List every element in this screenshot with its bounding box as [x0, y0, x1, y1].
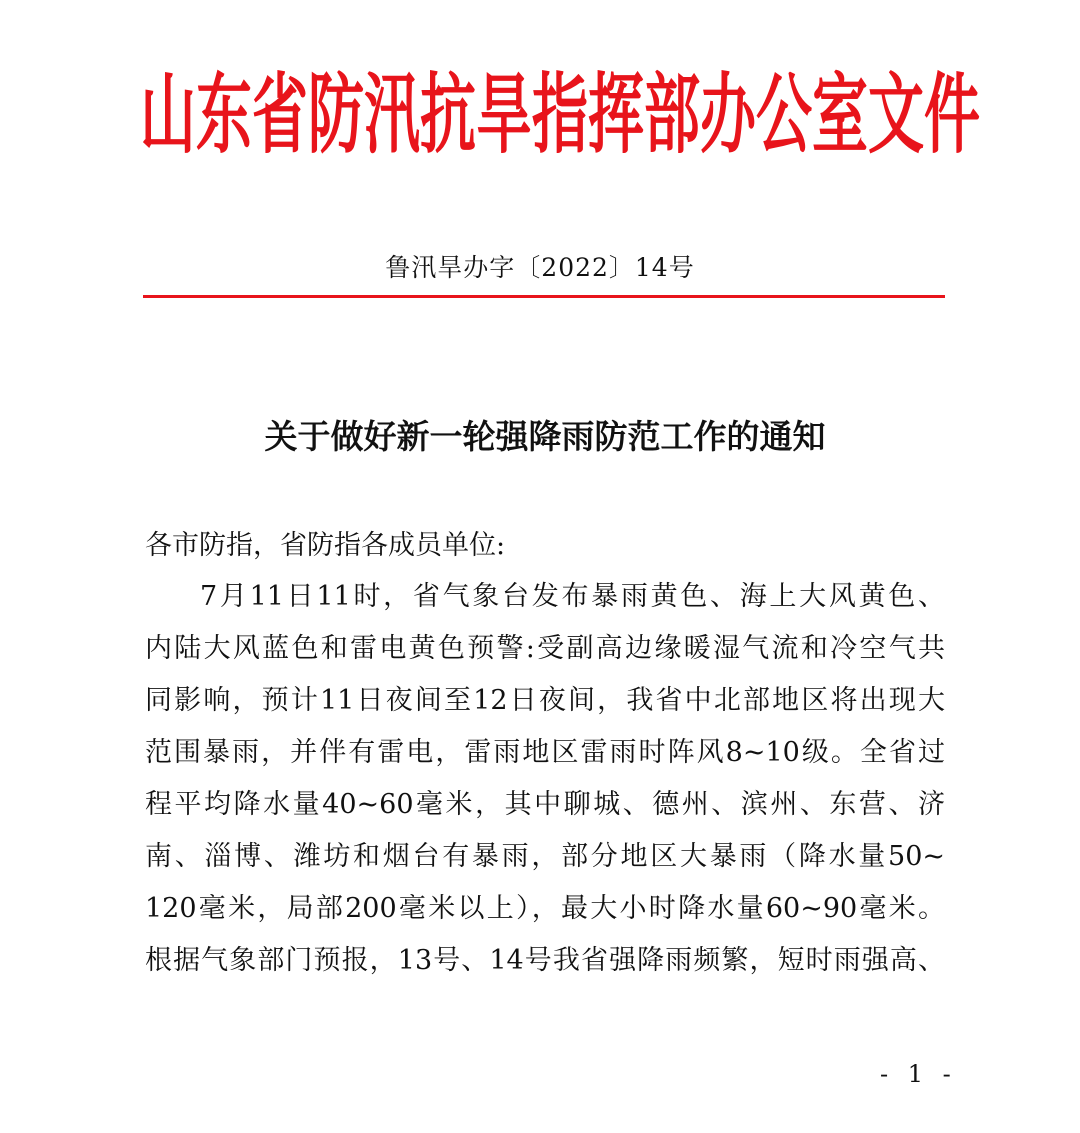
- body-line: 程平均降水量40~60毫米，其中聊城、德州、滨州、东营、济: [145, 789, 945, 820]
- salutation: 各市防指，省防指各成员单位:: [145, 530, 506, 561]
- notice-heading: 关于做好新一轮强降雨防范工作的通知: [264, 417, 826, 456]
- body-line: 内陆大风蓝色和雷电黄色预警:受副高边缘暖湿气流和冷空气共: [145, 633, 945, 664]
- body-line: 同影响，预计11日夜间至12日夜间，我省中北部地区将出现大: [145, 685, 945, 716]
- body-line: 根据气象部门预报，13号、14号我省强降雨频繁，短时雨强高、: [145, 945, 945, 976]
- body-line: 7月11日11时，省气象台发布暴雨黄色、海上大风黄色、: [200, 581, 945, 612]
- body-line: 南、淄博、潍坊和烟台有暴雨，部分地区大暴雨（降水量50~: [145, 841, 945, 872]
- document-number: 鲁汛旱办字〔2022〕14号: [385, 253, 695, 282]
- body-line: 范围暴雨，并伴有雷电，雷雨地区雷雨时阵风8~10级。全省过: [145, 737, 945, 768]
- page-number: - 1 -: [880, 1060, 957, 1088]
- body-line: 120毫米，局部200毫米以上），最大小时降水量60~90毫米。: [145, 893, 945, 924]
- red-divider: [143, 295, 945, 298]
- document-title: 山东省防汛抗旱指挥部办公室文件: [140, 63, 980, 167]
